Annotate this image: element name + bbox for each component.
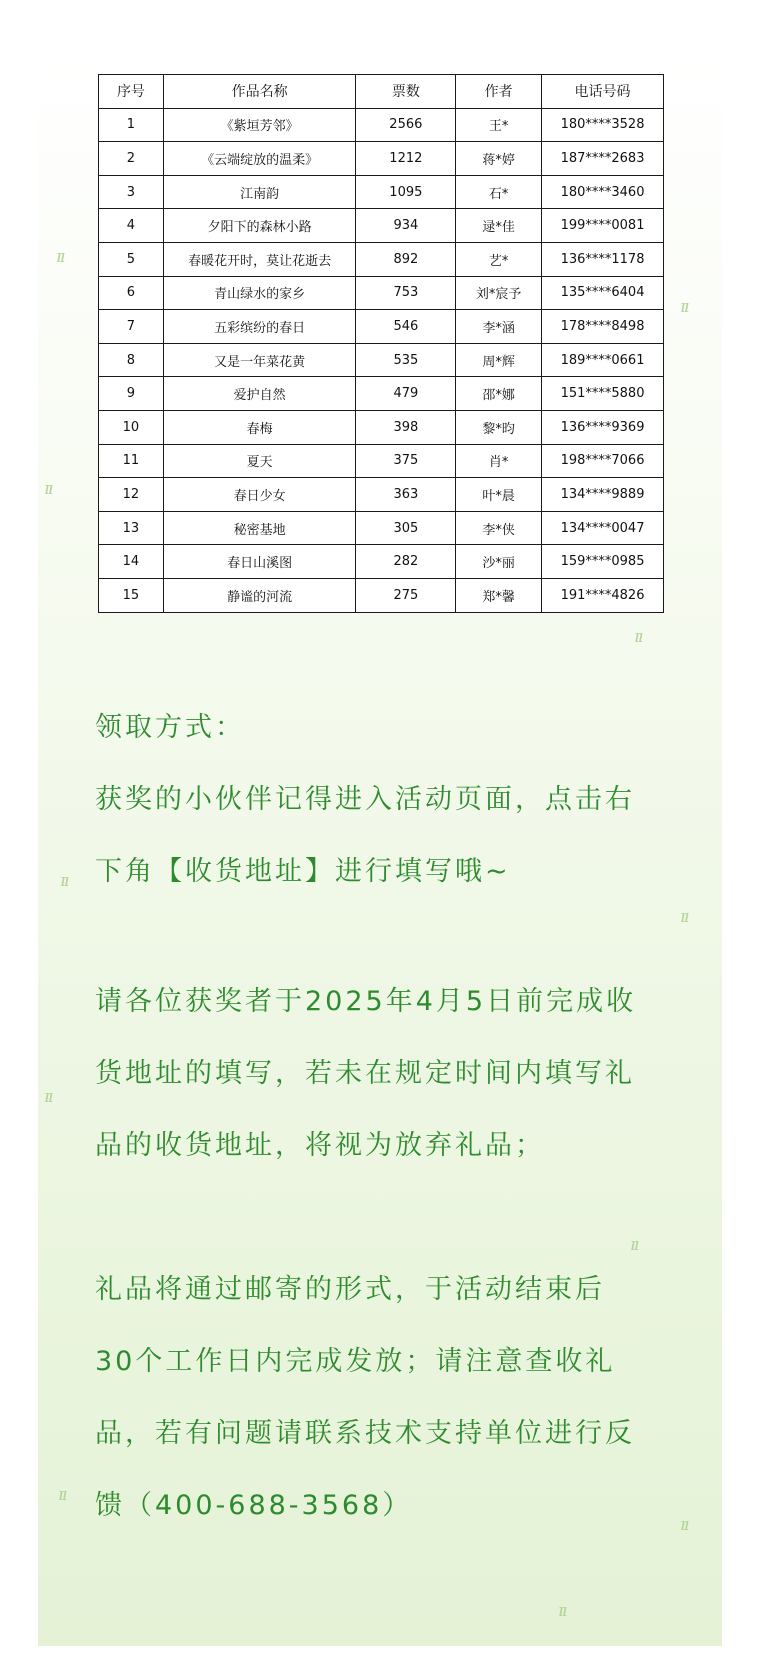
table-row xyxy=(99,444,664,478)
cell-author: 艺* xyxy=(456,242,542,276)
cell-phone: 199****0081 xyxy=(542,209,664,243)
cell-rank: 6 xyxy=(99,276,164,310)
cell-votes: 398 xyxy=(356,410,456,444)
instructions-line: 获奖的小伙伴记得进入活动页面，点击右 xyxy=(95,784,635,815)
header-author: 作者 xyxy=(456,75,542,109)
cell-title: 春暖花开时，莫让花逝去 xyxy=(163,242,356,276)
cell-phone: 134****0047 xyxy=(542,511,664,545)
cell-title: 《云端绽放的温柔》 xyxy=(163,142,356,176)
instructions-line: 下角【收货地址】进行填写哦~ xyxy=(95,856,511,887)
cell-title: 夏天 xyxy=(163,444,356,478)
cell-title: 静谧的河流 xyxy=(163,578,356,612)
cell-author: 蒋*婷 xyxy=(456,142,542,176)
cell-votes: 282 xyxy=(356,545,456,579)
cell-rank: 2 xyxy=(99,142,164,176)
cell-rank: 4 xyxy=(99,209,164,243)
cell-votes: 535 xyxy=(356,343,456,377)
cell-phone: 189****0661 xyxy=(542,343,664,377)
grass-mark-decoration: ıı xyxy=(44,478,52,499)
cell-votes: 1212 xyxy=(356,142,456,176)
cell-rank: 9 xyxy=(99,377,164,411)
cell-author: 石* xyxy=(456,175,542,209)
grass-mark-decoration: ıı xyxy=(634,626,642,647)
cell-votes: 892 xyxy=(356,242,456,276)
grass-mark-decoration: ıı xyxy=(680,296,688,317)
cell-title: 青山绿水的家乡 xyxy=(163,276,356,310)
table-row xyxy=(99,545,664,579)
table-row xyxy=(99,343,664,377)
cell-votes: 275 xyxy=(356,578,456,612)
cell-author: 叶*晨 xyxy=(456,478,542,512)
cell-rank: 10 xyxy=(99,410,164,444)
header-votes: 票数 xyxy=(356,75,456,109)
cell-votes: 479 xyxy=(356,377,456,411)
table-row xyxy=(99,209,664,243)
cell-votes: 305 xyxy=(356,511,456,545)
table-row xyxy=(99,377,664,411)
cell-author: 周*辉 xyxy=(456,343,542,377)
instructions-block xyxy=(95,692,675,908)
cell-author: 逯*佳 xyxy=(456,209,542,243)
cell-phone: 135****6404 xyxy=(542,276,664,310)
cell-title: 爱护自然 xyxy=(163,377,356,411)
support-phone: 馈（400-688-3568） xyxy=(95,1490,413,1521)
cell-votes: 375 xyxy=(356,444,456,478)
grass-mark-decoration: ıı xyxy=(60,870,68,891)
grass-mark-decoration: ıı xyxy=(58,1484,66,1505)
cell-rank: 15 xyxy=(99,578,164,612)
grass-mark-decoration: ıı xyxy=(558,1600,566,1621)
cell-phone: 136****9369 xyxy=(542,410,664,444)
cell-phone: 180****3460 xyxy=(542,175,664,209)
winners-table xyxy=(98,74,664,613)
table-row xyxy=(99,310,664,344)
cell-title: 夕阳下的森林小路 xyxy=(163,209,356,243)
deadline-block xyxy=(95,966,675,1182)
cell-phone: 159****0985 xyxy=(542,545,664,579)
cell-rank: 8 xyxy=(99,343,164,377)
grass-mark-decoration: ıı xyxy=(630,1234,638,1255)
cell-rank: 3 xyxy=(99,175,164,209)
deadline-line: 请各位获奖者于2025年4月5日前完成收 xyxy=(95,986,637,1017)
cell-phone: 136****1178 xyxy=(542,242,664,276)
header-phone: 电话号码 xyxy=(542,75,664,109)
cell-title: 五彩缤纷的春日 xyxy=(163,310,356,344)
cell-author: 李*涵 xyxy=(456,310,542,344)
table-row xyxy=(99,410,664,444)
cell-title: 又是一年菜花黄 xyxy=(163,343,356,377)
table-row xyxy=(99,478,664,512)
cell-phone: 178****8498 xyxy=(542,310,664,344)
delivery-block xyxy=(95,1254,675,1542)
cell-author: 黎*昀 xyxy=(456,410,542,444)
cell-author: 李*侠 xyxy=(456,511,542,545)
cell-rank: 5 xyxy=(99,242,164,276)
cell-votes: 753 xyxy=(356,276,456,310)
grass-mark-decoration: ıı xyxy=(44,1086,52,1107)
table-row xyxy=(99,276,664,310)
cell-votes: 934 xyxy=(356,209,456,243)
cell-author: 刘*宸予 xyxy=(456,276,542,310)
cell-title: 春梅 xyxy=(163,410,356,444)
cell-title: 《紫垣芳邻》 xyxy=(163,108,356,142)
cell-phone: 134****9889 xyxy=(542,478,664,512)
cell-votes: 1095 xyxy=(356,175,456,209)
table-row xyxy=(99,142,664,176)
cell-author: 沙*丽 xyxy=(456,545,542,579)
table-row xyxy=(99,578,664,612)
delivery-line: 30个工作日内完成发放；请注意查收礼 xyxy=(95,1346,616,1377)
delivery-line: 礼品将通过邮寄的形式，于活动结束后 xyxy=(95,1274,605,1305)
table-row xyxy=(99,175,664,209)
header-title: 作品名称 xyxy=(163,75,356,109)
table-row xyxy=(99,511,664,545)
cell-author: 肖* xyxy=(456,444,542,478)
cell-title: 江南韵 xyxy=(163,175,356,209)
cell-title: 秘密基地 xyxy=(163,511,356,545)
cell-rank: 14 xyxy=(99,545,164,579)
cell-author: 邵*娜 xyxy=(456,377,542,411)
table-header-row xyxy=(99,75,664,109)
header-rank: 序号 xyxy=(99,75,164,109)
instructions-heading: 领取方式： xyxy=(95,712,245,743)
cell-votes: 2566 xyxy=(356,108,456,142)
cell-title: 春日山溪图 xyxy=(163,545,356,579)
delivery-line: 品，若有问题请联系技术支持单位进行反 xyxy=(95,1418,635,1449)
cell-phone: 187****2683 xyxy=(542,142,664,176)
deadline-line: 货地址的填写，若未在规定时间内填写礼 xyxy=(95,1058,635,1089)
cell-phone: 198****7066 xyxy=(542,444,664,478)
cell-phone: 180****3528 xyxy=(542,108,664,142)
table-row xyxy=(99,108,664,142)
cell-phone: 151****5880 xyxy=(542,377,664,411)
grass-mark-decoration: ıı xyxy=(680,906,688,927)
cell-votes: 363 xyxy=(356,478,456,512)
grass-mark-decoration: ıı xyxy=(56,246,64,267)
grass-mark-decoration: ıı xyxy=(680,1514,688,1535)
cell-author: 王* xyxy=(456,108,542,142)
cell-rank: 12 xyxy=(99,478,164,512)
cell-title: 春日少女 xyxy=(163,478,356,512)
cell-phone: 191****4826 xyxy=(542,578,664,612)
cell-rank: 13 xyxy=(99,511,164,545)
cell-author: 郑*馨 xyxy=(456,578,542,612)
deadline-line: 品的收货地址，将视为放弃礼品； xyxy=(95,1130,545,1161)
cell-rank: 11 xyxy=(99,444,164,478)
cell-rank: 1 xyxy=(99,108,164,142)
table-row xyxy=(99,242,664,276)
cell-rank: 7 xyxy=(99,310,164,344)
cell-votes: 546 xyxy=(356,310,456,344)
